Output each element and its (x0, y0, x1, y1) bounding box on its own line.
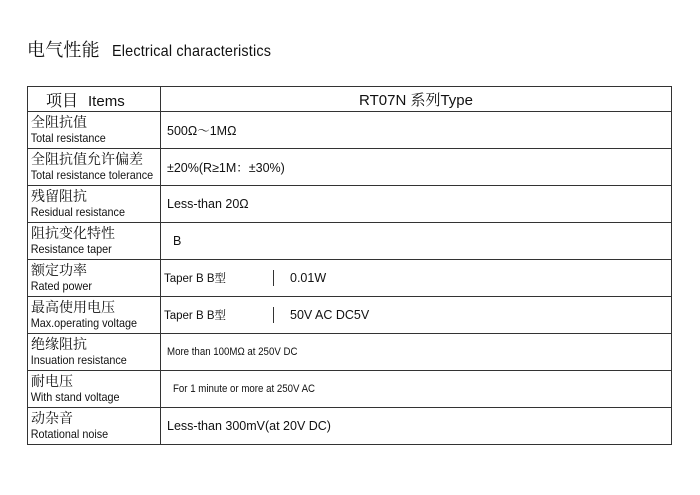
row-label-cell (28, 112, 161, 149)
row-label-cell (28, 186, 161, 223)
row-label-cn: 全阻抗值允许偏差 (31, 151, 143, 167)
row-value-cell: B (161, 223, 672, 260)
table-row-insulation-resistance (28, 334, 672, 371)
row-label-en: Rated power (30, 279, 92, 293)
row-label-cn: 耐电压 (31, 373, 73, 389)
table-row-residual-resistance (28, 186, 672, 223)
table-row-max-voltage (28, 297, 672, 334)
row-label-cn: 阻抗变化特性 (31, 225, 115, 241)
row-value-cell (161, 371, 672, 408)
row-label-cell (28, 223, 161, 260)
row-label-en: Max.operating voltage (30, 316, 137, 330)
row-value-cell (161, 297, 672, 334)
row-label-en: Total resistance tolerance (30, 168, 154, 182)
table-row-rotational-noise (28, 408, 672, 445)
max-voltage-value: 50V AC DC5V (290, 308, 370, 322)
row-value-cell (161, 260, 672, 297)
row-label-en: Resistance taper (30, 242, 112, 256)
table-row-tolerance (28, 149, 672, 186)
table-row-withstand-voltage (28, 371, 672, 408)
header-items-en: Items (88, 92, 125, 110)
row-value-cell (161, 334, 672, 371)
row-label-cn: 动杂音 (31, 410, 73, 426)
row-label-cell (28, 149, 161, 186)
row-value-cell: Less-than 300mV(at 20V DC) (161, 408, 672, 445)
row-label-cell (28, 334, 161, 371)
row-label-cn: 残留阻抗 (31, 188, 87, 204)
row-label-en: Total resistance (30, 131, 106, 145)
table-row-resistance-taper (28, 223, 672, 260)
header-items-cell (28, 87, 161, 112)
page-title (27, 36, 289, 62)
taper-sub-cell: Taper B B型 (161, 270, 274, 286)
row-label-cn: 全阻抗值 (31, 114, 87, 130)
split-value (161, 270, 671, 286)
row-value-cell: ±20%(R≥1M：±30%) (161, 149, 672, 186)
taper-sub-cell: Taper B B型 (161, 307, 274, 323)
row-label-en: With stand voltage (30, 390, 120, 404)
row-label-en: Insuation resistance (30, 353, 127, 367)
row-label-cn: 额定功率 (31, 262, 87, 278)
row-label-en: Residual resistance (30, 205, 125, 219)
row-label-cn: 绝缘阻抗 (31, 336, 87, 352)
split-value (161, 307, 671, 323)
row-label-cell (28, 371, 161, 408)
row-label-cn: 最高使用电压 (31, 299, 115, 315)
row-label-en: Rotational noise (30, 427, 109, 441)
page-title-en: Electrical characteristics (111, 43, 271, 60)
row-label-cell (28, 408, 161, 445)
row-value-cell: Less-than 20Ω (161, 186, 672, 223)
table-row-rated-power (28, 260, 672, 297)
header-type-cell: RT07N 系列Type (161, 87, 672, 112)
rated-power-value: 0.01W (290, 271, 327, 285)
electrical-spec-table (27, 86, 672, 445)
row-label-cell (28, 297, 161, 334)
row-value-cell: 500Ω～1MΩ (161, 112, 672, 149)
header-items-cn: 项目 (46, 92, 79, 110)
table-row-total-resistance (28, 112, 672, 149)
withstand-value: For 1 minute or more at 250V AC (173, 383, 316, 395)
page-title-cn: 电气性能 (27, 40, 100, 60)
row-label-cell (28, 260, 161, 297)
table-header-row (28, 87, 672, 112)
insulation-value: More than 100MΩ at 250V DC (167, 346, 298, 358)
